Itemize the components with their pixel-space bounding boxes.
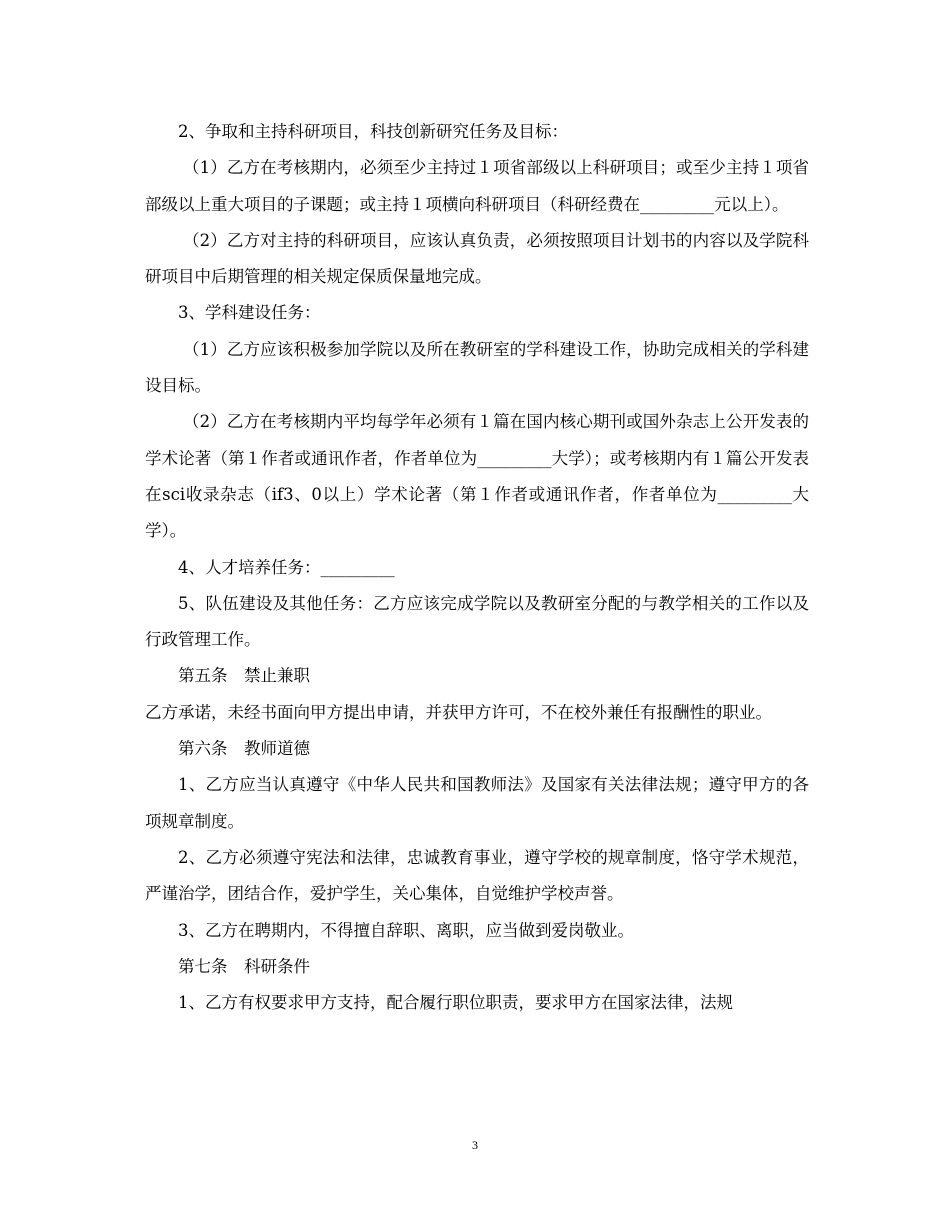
article-6-item-3: 3、乙方在聘期内，不得擅自辞职、离职，应当做到爱岗敬业。 bbox=[178, 920, 634, 940]
article-6-item-2: 2、乙方必须遵守宪法和法律，忠诚教育事业，遵守学校的规章制度，恪守学术规范，严谨治学，团结合作，爱护学生，关心集体，自觉维护学校声誉。 bbox=[145, 847, 809, 904]
document-body bbox=[145, 114, 809, 1021]
article-6-item-1: 1、乙方应当认真遵守《中华人民共和国教师法》及国家有关法律法规；遵守甲方的各项规章制度。 bbox=[145, 775, 809, 831]
paragraph-discipline-heading: 3、学科建设任务： bbox=[178, 303, 321, 323]
page-number: 3 bbox=[472, 1138, 478, 1152]
paragraph-team-building: 5、队伍建设及其他任务：乙方应该完成学院以及教研室分配的与教学相关的工作以及行政管理工作。 bbox=[145, 593, 809, 650]
article-7-item-1: 1、乙方有权要求甲方支持，配合履行职位职责，要求甲方在国家法律，法规 bbox=[178, 993, 733, 1013]
paragraph-talent-training: 4、人才培养任务：_________ bbox=[178, 557, 395, 577]
article-6-heading: 第六条 教师道德 bbox=[178, 739, 310, 759]
article-5-heading: 第五条 禁止兼职 bbox=[178, 666, 310, 686]
article-5-text: 乙方承诺，未经书面向甲方提出申请，并获甲方许可，不在校外兼任有报酬性的职业。 bbox=[145, 702, 772, 722]
paragraph-research-projects-item-1: （1）乙方在考核期内，必须至少主持过１项省部级以上科研项目；或至少主持１项省部级以上重大项目的子课题；或主持１项横向科研项目（科研经费在_________元以上）。 bbox=[145, 158, 809, 214]
paragraph-discipline-item-1: （1）乙方应该积极参加学院以及所在教研室的学科建设工作，协助完成相关的学科建设目标。 bbox=[145, 339, 809, 396]
paragraph-research-projects-heading: 2、争取和主持科研项目，科技创新研究任务及目标： bbox=[178, 122, 568, 141]
paragraph-research-projects-item-2: （2）乙方对主持的科研项目，应该认真负责，必须按照项目计划书的内容以及学院科研项目中后期管理的相关规定保质保量地完成。 bbox=[145, 230, 809, 287]
article-7-heading: 第七条 科研条件 bbox=[178, 956, 310, 976]
paragraph-discipline-item-2: （2）乙方在考核期内平均每学年必须有１篇在国内核心期刊或国外杂志上公开发表的学术论著（第１作者或通讯作者，作者单位为_________大学）；或考核期内有１篇公开发表在sci收录杂志（if3、0以上）学术论著（第１作者或通讯作者，作者单位为_________大学）。 bbox=[145, 412, 809, 541]
